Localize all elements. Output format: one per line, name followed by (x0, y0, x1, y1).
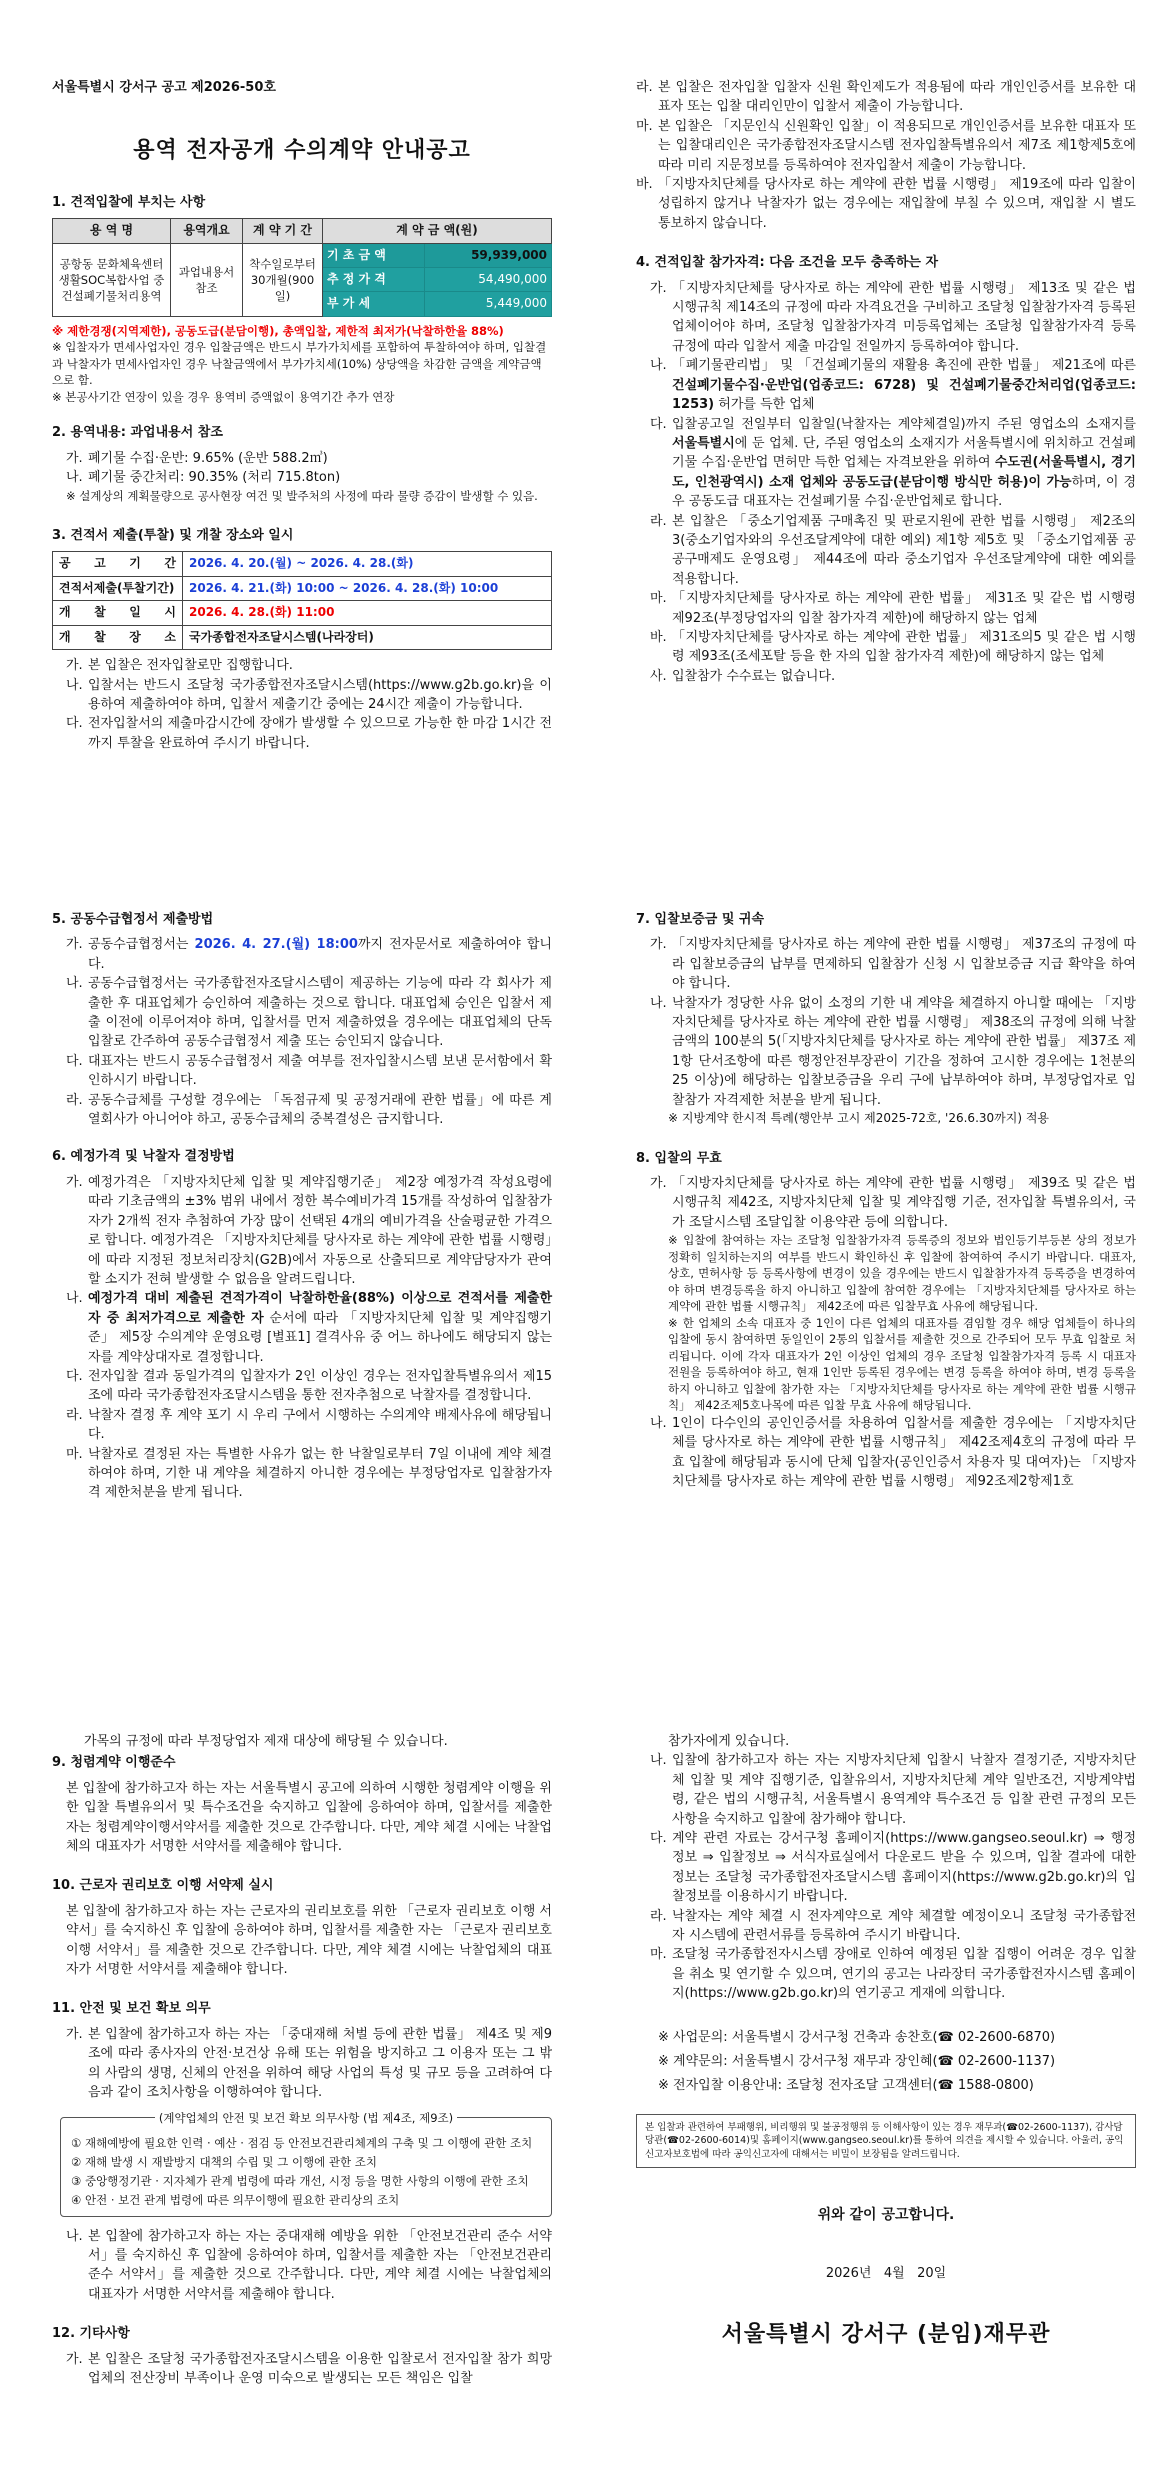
e-bid-contact: ※ 전자입찰 이용안내: 조달청 전자조달 고객센터(☎ 1588-0800) (658, 2077, 1034, 2093)
list-item: 가. 본 입찰에 참가하고자 하는 자는 「중대재해 처벌 등에 관한 법률」 제4조 및 제9조에 따라 종사자의 안전·보건상 유해 또는 위험을 방지하고 그 이용자 또는 그 밖의 사람의 생명, 신체의 안전을 위하여 해당 사업의 특성 및 규모 등을 고려하여 다음과 같이 조치사항을 이행하여야 합니다. (66, 2026, 552, 2101)
list-item: 다. 대표자는 반드시 공동수급협정서 제출 여부를 전자입찰시스템 보낸 문서함에서 확인하시기 바랍니다. (66, 1053, 552, 1089)
section-10-title: 10. 근로자 권리보호 이행 서약제 실시 (52, 1878, 274, 1894)
list-item: 바. 「지방자치단체를 당사자로 하는 계약에 관한 법률 시행령」 제19조에 따라 입찰이 성립하지 않거나 낙찰자가 없는 경우에는 재입찰에 부칠 수 있으며, 재입찰 시 별도 통보하지 않습니다. (636, 177, 1136, 231)
opening-place: 국가종합전자조달시스템(나라장터) (183, 625, 552, 649)
integrity-notice-box: 본 입찰과 관련하여 부패행위, 비리행위 및 불공정행위 등 이해사항이 있는 경우 재무과(☎02-2600-1137), 감사담당관(☎02-2600-6014)및 홈페이지(www.gangseo.seoul.kr)를 통하여 의견을 제시할 수 있습니다. 아울러, 공익신고자보호법에 따라 공익신고자에 대해서는 비밀이 보장됨을 알려드립니다. (636, 2114, 1136, 2169)
opening-datetime: 2026. 4. 28.(화) 11:00 (183, 601, 552, 625)
amount-value-base: 59,939,000 (424, 243, 551, 267)
list-item: 바. 「지방자치단체를 당사자로 하는 계약에 관한 법률」 제31조의5 및 같은 법 시행령 제93조(조세포탈 등을 한 자의 입찰 참가자격 제한)에 해당하지 않는 업체 (650, 629, 1136, 665)
section-8-title: 8. 입찰의 무효 (636, 1150, 722, 1166)
list-item: 가. 「지방자치단체를 당사자로 하는 계약에 관한 법률 시행령」 제39조 및 같은 법 시행규칙 제42조, 지방자치단체 입찰 및 계약집행 기준, 전자입찰 특별유의서, 국가 조달시스템 조달입찰 이용약관 등에 의합니다. (650, 1175, 1136, 1230)
page-1 (0, 0, 1168, 826)
contract-contact: ※ 계약문의: 서울특별시 강서구청 재무과 장인혜(☎ 02-2600-1137) (658, 2053, 1056, 2069)
section-9-title: 9. 청렴계약 이행준수 (52, 1755, 176, 1771)
tax-note: ※ 입찰자가 면세사업자인 경우 입찰금액은 반드시 부가가치세를 포함하여 투찰하여야 하며, 입찰결과 낙찰자가 면세사업자인 경우 낙찰금액에서 부가가치세(10%) 상당액을 차감한 금액을 계약금액으로 함. (52, 340, 547, 388)
page1-right-column (636, 78, 1136, 686)
list-item: 나. 낙찰자가 정당한 사유 없이 소정의 기한 내 계약을 체결하지 아니할 때에는 「지방자치단체를 당사자로 하는 계약에 관한 법률 시행령」 제38조의 규정에 의해 낙찰금액의 100분의 5(「지방자치단체를 당사자로 하는 계약에 관한 법률」 제37조 제1항 단서조항에 따른 행정안전부장관이 기간을 정하여 고시한 경우에는 1천분의 25 이상)에 해당하는 입찰보증금을 우리 구에 납부하여야 하며, 부정당업자로 입찰참가 자격제한 처분을 받게 됩니다. (650, 995, 1136, 1108)
col-header-service: 용 역 명 (53, 219, 171, 243)
list-item: 다. 입찰공고일 전일부터 입찰일(낙찰자는 계약체결일)까지 주된 영업소의 소재지를 서울특별시에 둔 업체. 단, 주된 영업소의 소재지가 서울특별시에 위치하고 건설폐기물 수집·운반업 면허만 득한 업체는 자격보완을 위하여 수도권(서울특별시, 경기도, 인천광역시) 소재 업체와 공동도급(분담이행 방식만 허용)이 가능하며, 이 경우 공동도급 대표자는 건설폐기물 수집·운반업체로 합니다. (650, 416, 1136, 510)
list-item: 다. 전자입찰 결과 동일가격의 입찰자가 2인 이상인 경우는 전자입찰특별유의서 제15조에 따라 국가종합전자조달시스템을 통한 전자추첨으로 낙찰자를 결정합니다. (66, 1368, 552, 1404)
section-3-title: 3. 견적서 제출(투찰) 및 개찰 장소와 일시 (52, 528, 294, 544)
list-item: 라. 공동수급체를 구성할 경우에는 「독점규제 및 공정거래에 관한 법률」에 따른 계열회사가 아니어야 하고, 공동수급체의 중복결성은 금지합니다. (66, 1092, 552, 1128)
business-contact: ※ 사업문의: 서울특별시 강서구청 건축과 송찬호(☎ 02-2600-6870) (658, 2029, 1056, 2045)
section-4-title: 4. 견적입찰 참가자격: 다음 조건을 모두 충족하는 자 (636, 255, 939, 271)
list-item: 라. 본 입찰은 전자입찰 입찰자 신원 확인제도가 적용됨에 따라 개인인증서를 보유한 대표자 또는 입찰 대리인만이 입찰서 제출이 가능합니다. (636, 80, 1136, 115)
page1-left-column (52, 78, 552, 753)
list-item: 다. 계약 관련 자료는 강서구청 홈페이지(https://www.gangseo.seoul.kr) ⇒ 행정정보 ⇒ 입찰정보 ⇒ 서식자료실에서 다운로드 받을 수 있으며, 입찰 결과에 대한 정보는 조달청 국가종합전자조달시스템 홈페이지(https://www.g2b.go.kr)의 입찰정보를 이용하시기 바랍니다. (650, 1831, 1136, 1905)
list-item: 라. 본 입찰은 「중소기업제품 구매촉진 및 판로지원에 관한 법률 시행령」 제2조의3(중소기업자와의 우선조달계약에 대한 예외) 제1항 제5호 및 「중소기업제품 공공구매제도 운영요령」 제44조에 따라 중소기업자 우선조달계약에 대한 예외를 적용합니다. (650, 513, 1136, 587)
list-item: 나. 1인이 다수인의 공인인증서를 차용하여 입찰서를 제출한 경우에는 「지방자치단체를 당사자로 하는 계약에 관한 법률 시행규칙」 제42조제4호의 규정에 따라 무효 입찰에 해당됨과 동시에 단체 입찰자(공인인증서 차용자 및 대여자)는 「지방자치단체를 당사자로 하는 계약에 관한 법률 시행령」 제92조제2항제1호 (650, 1415, 1136, 1489)
section-6-title: 6. 예정가격 및 낙찰자 결정방법 (52, 1149, 235, 1165)
submission-period: 2026. 4. 21.(화) 10:00 ~ 2026. 4. 28.(화) 10:00 (183, 576, 552, 600)
amount-value-estimate: 54,490,000 (424, 268, 551, 292)
section-5-title: 5. 공동수급협정서 제출방법 (52, 912, 214, 927)
safety-obligations-box: (계약업체의 안전 및 보건 확보 의무사항 (법 제4조, 제9조) ① 재해예방에 필요한 인력 · 예산 · 점검 등 안전보건관리체계의 구축 및 그 이행에 관한 조치 ② 재해 발생 시 재발방지 대책의 수립 및 그 이행에 관한 조치 ③ 중앙행정기관 · 지자체가 관계 법령에 따라 개선, 시정 등을 명한 사항의 이행에 관한 조치 ④ 안전 · 보건 관계 법령에 따른 의무이행에 필요한 관리상의 조치 (60, 2117, 552, 2217)
special-rule-note: ※ 지방계약 한시적 특례(행안부 고시 제2025-72호, '26.6.30까지) 적용 (668, 1111, 1050, 1126)
list-item: 나. 예정가격 대비 제출된 견적가격이 낙찰하한율(88%) 이상으로 견적서를 제출한 자 중 최저가격으로 제출한 자 순서에 따라 「지방자치단체 입찰 및 계약집행기준」 제5장 수의계약 운영요령 [별표1] 결격사유 중 어느 하나에도 해당되지 않는 자를 계약상대자로 결정합니다. (66, 1291, 552, 1365)
page3-right-column: 참가자에게 있습니다. 나. 입찰에 참가하고자 하는 자는 지방자치단체 입찰시 낙찰자 결정기준, 지방자치단체 입찰 및 계약 집행기준, 입찰유의서, 지방자치단체 계약 일반조건, 지방계약법령, 같은 법의 시행규칙, 서울특별시 용역계약 특수조건 등 입찰 관련 규정의 모든 사항을 숙지하고 입찰에 참가해야 합니다. 다. 계약 관련 자료는 강서구청 홈페이지(https://www.gangseo.seoul.kr) ⇒ 행정정보 ⇒ 입찰정보 ⇒ 서식자료실에서 다운로드 받을 수 있으며, 입찰 결과에 대한 정보는 조달청 국가종합전자조달시스템 홈페이지(https://www.g2b.go.kr)의 입찰정보를 이용하시기 바랍니다. 라. 낙찰자는 계약 체결 시 전자계약으로 계약 체결할 예정이오니 조달청 국가종합전자 시스템에 관련서류를 등록하여 주시기 바랍니다. 마. 조달청 국가종합전자시스템 장애로 인하여 예정된 입찰 집행이 어려운 경우 입찰을 취소 및 연기할 수 있으며, 연기의 공고는 나라장터 국가종합전자시스템 홈페이지(https://www.g2b.go.kr)의 연기공고 게재에 의합니다. ※ 사업문의: 서울특별시 강서구청 건축과 송찬호(☎ 02-2600-6870) ※ 계약문의: 서울특별시 강서구청 재무과 장인혜(☎ 02-2600-1137) ※ 전자입찰 이용안내: 조달청 전자조달 고객센터(☎ 1588-0800) 본 입찰과 관련하여 부패행위, 비리행위 및 불공정행위 등 이해사항이 있는 경우 재무과(☎02-2600-1137), 감사담당관(☎02-2600-6014)및 홈페이지(www.gangseo.seoul.kr)를 통하여 의견을 제시할 수 있습니다. 아울러, 공익신고자보호법에 따라 공익신고자에 대해서는 비밀이 보장됨을 알려드립니다. 위와 같이 공고합니다. 2026년 4월 20일 서울특별시 강서구 (분임)재무관 (636, 1732, 1136, 2344)
section-12-title: 12. 기타사항 (52, 2326, 130, 2342)
list-item: 가. 본 입찰은 전자입찰로만 집행합니다. (66, 658, 293, 674)
list-item: 가. 「지방자치단체를 당사자로 하는 계약에 관한 법률 시행령」 제37조의 규정에 따라 입찰보증금의 납부를 면제하되 입찰참가 신청 시 입찰보증금 지급 확약을 하여야 합니다. (650, 937, 1136, 992)
safety-box-caption: (계약업체의 안전 및 보건 확보 의무사항 (법 제4조, 제9조) (155, 2111, 457, 2125)
section-2-title: 2. 용역내용: 과업내용서 참조 (52, 425, 223, 441)
list-item: 마. 본 입찰은 「지문인식 신원확인 입찰」이 적용되므로 개인인증서를 보유한 대표자 또는 입찰대리인은 국가종합전자조달시스템 전자입찰특별유의서 제7조 제1항제5호에 따라 미리 지문정보를 등록하여야 전자입찰서 제출이 가능합니다. (636, 118, 1136, 173)
announcement-closing: 위와 같이 공고합니다. (817, 2207, 955, 2224)
amount-label-vat: 부 가 세 (323, 292, 425, 316)
extension-note: ※ 본공사기간 연장이 있을 경우 용역비 증액없이 용역기간 추가 연장 (52, 389, 395, 404)
list-item: 가. 「지방자치단체를 당사자로 하는 계약에 관한 법률 시행령」 제13조 및 같은 법 시행규칙 제14조의 규정에 따라 자격요건을 구비하고 조달청 입찰참가자격 등록된 업체이어야 하며, 조달청 입찰참가자격 미등록업체는 조달청 입찰참가자격 등록 규정에 따라 입찰서 제출 마감일 전일까지 등록하여야 합니다. (650, 280, 1137, 354)
issuer-signature: 서울특별시 강서구 (분임)재무관 (721, 2322, 1051, 2347)
notice-number: 서울특별시 강서구 공고 제2026-50호 (52, 80, 276, 95)
list-item: 가. 폐기물 수집·운반: 9.65% (운반 588.2㎥) (66, 450, 328, 466)
quantity-note: ※ 설계상의 계획물량으로 공사현장 여건 및 발주처의 사정에 따라 물량 증감이 발생할 수 있음. (66, 488, 538, 503)
list-item: 다. 전자입찰서의 제출마감시간에 장애가 발생할 수 있으므로 가능한 한 마감 1시간 전까지 투찰을 완료하여 주시기 바랍니다. (66, 716, 553, 751)
list-item: 마. 조달청 국가종합전자시스템 장애로 인하여 예정된 입찰 집행이 어려운 경우 입찰을 취소 및 연기할 수 있으며, 연기의 공고는 나라장터 국가종합전자시스템 홈페이지(https://www.g2b.go.kr)의 연기공고 게재에 의합니다. (650, 1947, 1136, 2002)
contact-list (636, 2026, 1136, 2098)
list-item: 나. 「폐기물관리법」 및 「건설폐기물의 재활용 촉진에 관한 법률」 제21조에 따른 건설폐기물수집·운반업(업종코드: 6728) 및 건설폐기물중간처리업(업종코드: 1253) 허가를 득한 업체 (650, 358, 1136, 413)
list-item: 라. 낙찰자는 계약 체결 시 전자계약으로 계약 체결할 예정이오니 조달청 국가종합전자 시스템에 관련서류를 등록하여 주시기 바랍니다. (650, 1908, 1136, 1944)
list-item: 라. 낙찰자 결정 후 계약 포기 시 우리 구에서 시행하는 수의계약 배제사유에 해당됩니다. (66, 1407, 552, 1443)
registration-note: ※ 입찰에 참여하는 자는 조달청 입찰참가자격 등록증의 정보와 법인등기부등본 상의 정보가 정확히 일치하는지의 여부를 반드시 확인하신 후 입찰에 참여하여 주시기 바랍니다. 대표자, 상호, 면허사항 등 등록사항에 변경이 있을 경우에는 반드시 입찰참가자격 등록증을 변경하여야 하며 변경등록을 하지 아니하고 입찰에 참여한 경우에는 「지방자치단체를 당사자로 하는 계약에 관한 법률 시행규칙」 제42조에 따른 입찰무효 사유에 해당됩니다. (668, 1233, 1136, 1314)
service-name: 공항동 문화체육센터 생활SOC복합사업 중 건설폐기물처리용역 (53, 243, 171, 316)
list-item: 나. 공동수급협정서는 국가종합전자조달시스템이 제공하는 기능에 따라 각 회사가 제출한 후 대표업체가 승인하여 제출하는 것으로 합니다. 대표업체 승인은 입찰서 제출 이전에 이루어져야 하며, 입찰서를 먼저 제출하였을 경우에는 대표업체의 단독입찰로 간주하여 공동수급협정서 제출 또는 승인되지 않습니다. (66, 976, 552, 1050)
consortium-deadline: 2026. 4. 27.(월) 18:00 (194, 937, 358, 953)
page2-right-column (636, 910, 1136, 1491)
list-item: 나. 입찰에 참가하고자 하는 자는 지방자치단체 입찰시 낙찰자 결정기준, 지방자치단체 입찰 및 계약 집행기준, 입찰유의서, 지방자치단체 계약 일반조건, 지방계약법령, 같은 법의 시행규칙, 서울특별시 용역계약 특수조건 등 입찰 관련 규정의 모든 사항을 숙지하고 입찰에 참가해야 합니다. (650, 1753, 1136, 1827)
page-2 (0, 826, 1168, 1652)
announcement-date: 2026년 4월 20일 (825, 2265, 947, 2281)
col-header-overview: 용역개요 (171, 219, 243, 243)
list-item: 가. 공동수급협정서는 2026. 4. 27.(월) 18:00까지 전자문서로 제출하여야 합니다. (66, 937, 552, 972)
dual-representative-note: ※ 한 업체의 소속 대표자 중 1인이 다른 업체의 대표자를 겸임할 경우 해당 업체들이 하나의 입찰에 동시 참여하면 동일인이 2통의 입찰서를 제출한 것으로 간주되어 모두 무효 입찰로 처리됩니다. 이에 각자 대표자가 2인 이상인 업체의 경우 조달청 입찰참가자격 등록 시 대표자 전원을 등록하여야 하고, 현재 1인만 등록된 경우에는 변경 등록을 하여야 하며, 변경 등록을 하지 아니하고 입찰에 참가한 자는 「지방자치단체를 당사자로 하는 계약에 관한 법률 시행규칙」 제42조제5호나목에 따른 입찰 무효 사유에 해당됩니다. (668, 1315, 1136, 1413)
section-11-title: 11. 안전 및 보건 확보 의무 (52, 2001, 211, 2017)
contract-period: 착수일로부터 30개월(900일) (243, 243, 323, 316)
section-7-title: 7. 입찰보증금 및 귀속 (636, 912, 765, 927)
schedule-table: 공 고 기 간 2026. 4. 20.(월) ~ 2026. 4. 28.(화) 견적서제출(투찰기간) 2026. 4. 21.(화) 10:00 ~ 2026. 4. 28.(화) 10:00 개 찰 일 시 2026. 4. 28.(화) 11:00 개 찰 장 소 국가종합전자조달시스템(나라장터) (52, 551, 552, 650)
col-header-period: 계 약 기 간 (243, 219, 323, 243)
amount-value-vat: 5,449,000 (424, 292, 551, 316)
amount-label-base: 기 초 금 액 (323, 243, 425, 267)
document-title: 용역 전자공개 수의계약 안내공고 (133, 138, 471, 164)
page-3 (0, 1652, 1168, 2478)
list-item: 가. 예정가격은 「지방자치단체 입찰 및 계약집행기준」 제2장 예정가격 작성요령에 따라 기초금액의 ±3% 범위 내에서 정한 복수예비가격 15개를 작성하여 입찰참가자가 2개씩 전자 추첨하여 가장 많이 선택된 4개의 예비가격을 산술평균한 가격으로 합니다. 예정가격은 「지방자치단체를 당사자로 하는 계약에 관한 법률 시행령」에 따라 지정된 정보처리장치(G2B)에서 자동으로 산출되므로 계약담당자가 관여할 소지가 전혀 발생할 수 없음을 알려드립니다. (66, 1174, 552, 1287)
amount-label-estimate: 추 정 가 격 (323, 268, 425, 292)
list-item: 마. 낙찰자로 결정된 자는 특별한 사유가 없는 한 낙찰일로부터 7일 이내에 계약 체결하여야 하며, 기한 내 계약을 체결하지 아니한 경우에는 부정당업자로 입찰참가자격 제한처분을 받게 됩니다. (66, 1446, 552, 1501)
col-header-amount: 계 약 금 액(원) (323, 219, 552, 243)
list-item: 사. 입찰참가 수수료는 없습니다. (650, 668, 836, 684)
contract-info-table (52, 218, 552, 317)
list-item: 가. 본 입찰은 조달청 국가종합전자조달시스템을 이용한 입찰로서 전자입찰 참가 희망업체의 전산장비 부족이나 운영 미숙으로 발생되는 모든 책임은 입찰 (66, 2351, 552, 2386)
notice-period: 2026. 4. 20.(월) ~ 2026. 4. 28.(화) (183, 552, 552, 576)
page2-left-column (52, 910, 552, 1503)
bid-type-note: ※ 제한경쟁(지역제한), 공동도급(분담이행), 총액입찰, 제한적 최저가(낙찰하한율 88%) (52, 323, 504, 338)
list-item: 마. 「지방자치단체를 당사자로 하는 계약에 관한 법률」 제31조 및 같은 법 시행령 제92조(부정당업자의 입찰 참가자격 제한)에 해당하지 않는 업체 (650, 591, 1136, 626)
list-item: 나. 본 입찰에 참가하고자 하는 자는 중대재해 예방을 위한 「안전보건관리 준수 서약서」를 숙지하신 후 입찰에 응하여야 하며, 입찰서를 제출한 자는 「안전보건관리 준수 서약서」를 제출한 것으로 간주합니다. 다만, 계약 체결 시에는 낙찰업체의 대표자가 서명한 서약서를 제출해야 합니다. (66, 2228, 552, 2302)
service-overview: 과업내용서 참조 (171, 243, 243, 316)
section-1-title: 1. 견적입찰에 부치는 사항 (52, 194, 206, 210)
list-item: 나. 입찰서는 반드시 조달청 국가종합전자조달시스템(https://www.g2b.go.kr)을 이용하여 제출하여야 하며, 입찰서 제출기간 중에는 24시간 제출이 가능합니다. (66, 677, 552, 712)
page3-left-column: 가목의 규정에 따라 부정당업자 제재 대상에 해당될 수 있습니다. 9. 청렴계약 이행준수 본 입찰에 참가하고자 하는 자는 서울특별시 공고에 의하여 시행한 청렴계약 이행을 위한 입찰 특별유의서 및 특수조건을 숙지하고 입찰에 응하여야 하며, 입찰서를 제출한 자는 청렴계약이행서약서를 제출한 것으로 간주합니다. 다만, 계약 체결 시에는 낙찰업체의 대표자가 서명한 서약서를 제출해야 합니다. 10. 근로자 권리보호 이행 서약제 실시 본 입찰에 참가하고자 하는 자는 근로자의 권리보호를 위한 「근로자 권리보호 이행 서약서」를 숙지하신 후 입찰에 응하여야 하며, 입찰서를 제출한 자는 「근로자 권리보호 이행 서약서」를 제출한 것으로 간주합니다. 다만, 계약 체결 시에는 낙찰업체의 대표자가 서명한 서약서를 제출해야 합니다. 11. 안전 및 보건 확보 의무 가. 본 입찰에 참가하고자 하는 자는 「중대재해 처벌 등에 관한 법률」 제4조 및 제9조에 따라 종사자의 안전·보건상 유해 또는 위험을 방지하고 그 이용자 또는 그 밖의 사람의 생명, 신체의 안전을 위하여 해당 사업의 특성 및 규모 등을 고려하여 다음과 같이 조치사항을 이행하여야 합니다. (계약업체의 안전 및 보건 확보 의무사항 (법 제4조, 제9조) ① 재해예방에 필요한 인력 · 예산 · 점검 등 안전보건관리체계의 구축 및 그 이행에 관한 조치 ② 재해 발생 시 재발방지 대책의 수립 및 그 이행에 관한 조치 ③ 중앙행정기관 · 지자체가 관계 법령에 따라 개선, 시정 등을 명한 사항의 이행에 관한 조치 ④ 안전 · 보건 관계 법령에 따른 의무이행에 필요한 관리상의 조치 나. 본 입찰에 참가하고자 하는 자는 중대재해 예방을 위한 「안전보건관리 준수 서약서」를 숙지하신 후 입찰에 응하여야 하며, 입찰서를 제출한 자는 「안전보건관리 준수 서약서」를 제출한 것으로 간주합니다. 다만, 계약 체결 시에는 낙찰업체의 대표자가 서명한 서약서를 제출해야 합니다. 12. 기타사항 가. 본 입찰은 조달청 국가종합전자조달시스템을 이용한 입찰로서 전자입찰 참가 희망업체의 전산장비 부족이나 운영 미숙으로 발생되는 모든 책임은 입찰 (52, 1732, 552, 2388)
list-item: 나. 폐기물 중간처리: 90.35% (처리 715.8ton) (66, 470, 341, 486)
